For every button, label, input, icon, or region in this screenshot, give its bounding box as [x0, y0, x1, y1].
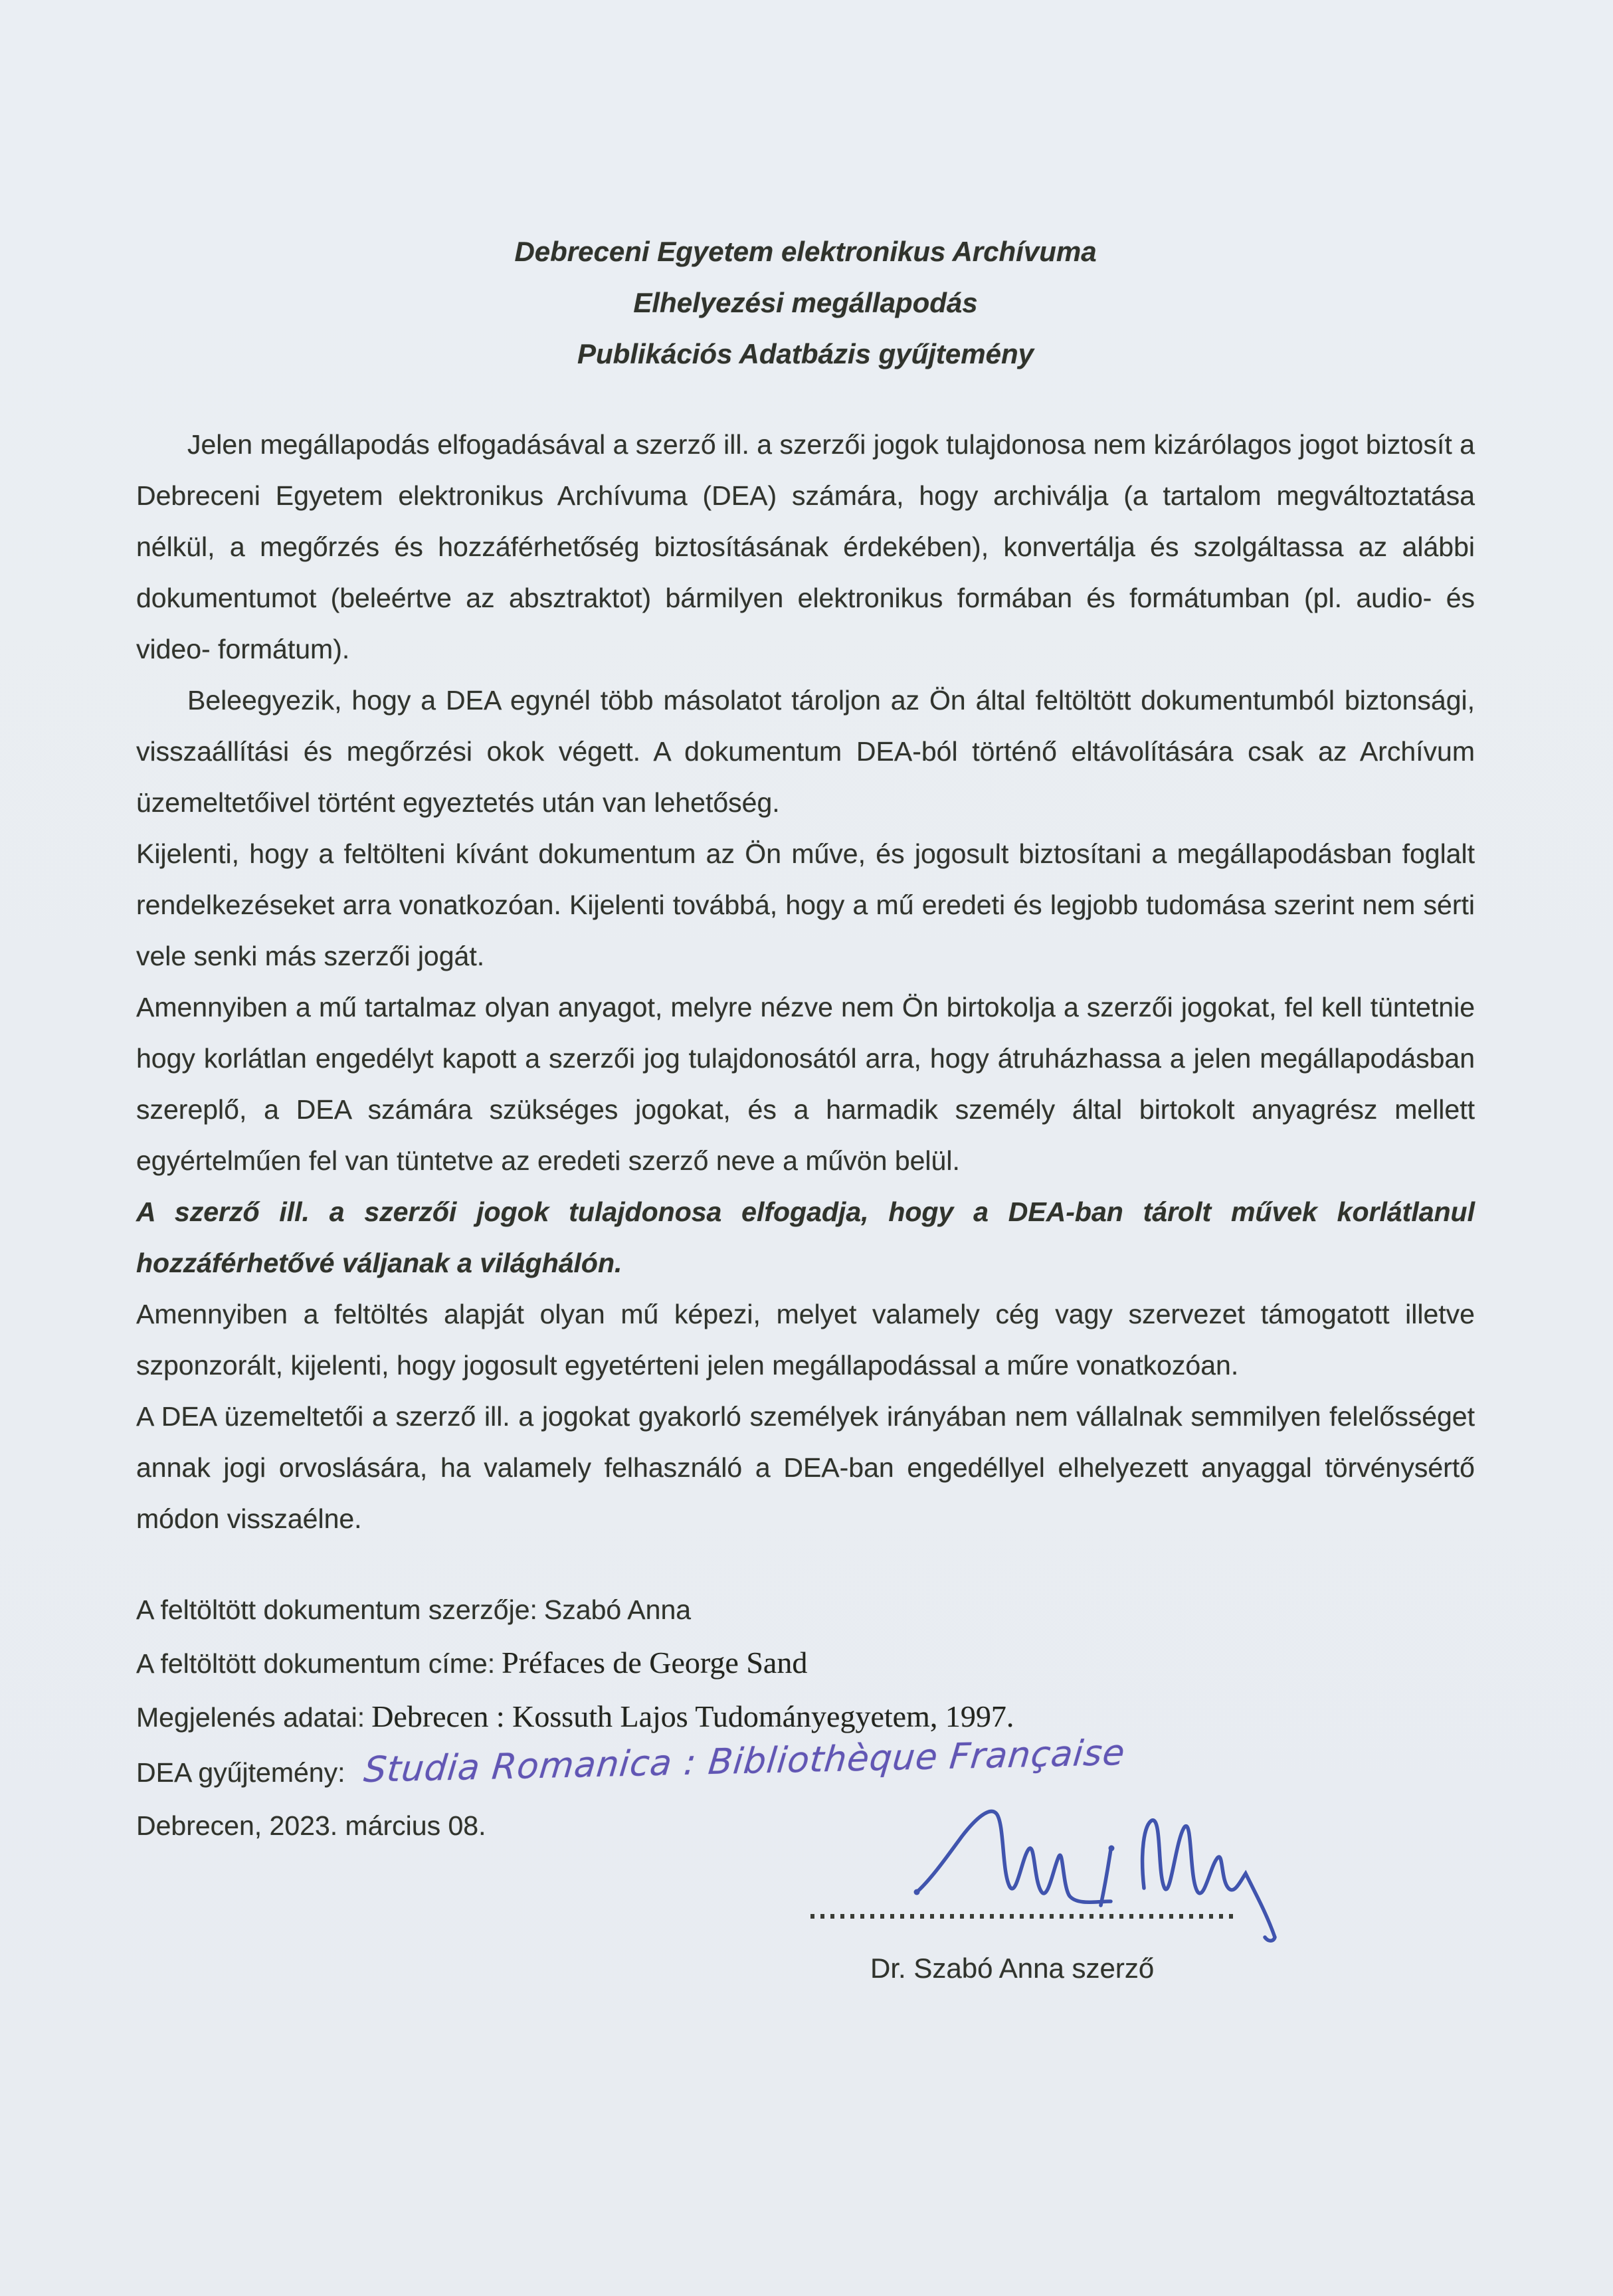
signature-dotted-line — [810, 1914, 1236, 1919]
paragraph-4: Amennyiben a mű tartalmaz olyan anyagot, melyre nézve nem Ön birtokolja a szerzői jogokat, fel kell tüntetnie hogy korlátlan engedélyt kapott a szerzői jog tulajdonosától arra, hogy átruházhassa a jelen megállapodásban szereplő, a DEA számára szükséges jogokat, és a harmadik személy által birtokolt anyagrész mellett egyértelműen fel van tüntetve az eredeti szerző neve a művön belül. — [136, 992, 1475, 1176]
paragraph-6: Amennyiben a feltöltés alapját olyan mű képezi, melyet valamely cég vagy szervezet támogatott illetve szponzorált, kijelenti, hogy jogosult egyetérteni jelen megállapodással a műre vonatkozóan. — [136, 1299, 1475, 1381]
document-title-block — [136, 226, 1475, 379]
signatory-name: Dr. Szabó Anna szerző — [870, 1953, 1155, 1984]
publication-value: Debrecen : Kossuth Lajos Tudományegyetem, 1997. — [371, 1699, 1014, 1733]
author-label: A feltöltött dokumentum szerzője: — [136, 1594, 537, 1625]
signature-ink-strokes — [910, 1787, 1282, 1947]
document-content — [136, 226, 1475, 1852]
paragraph-2: Beleegyezik, hogy a DEA egynél több másolatot tároljon az Ön által feltöltött dokumentumból biztonsági, visszaállítási és megőrzési okok végett. A dokumentum DEA-ból történő eltávolítására csak az Archívum üzemeltetőivel történt egyeztetés után van lehetőség. — [136, 685, 1475, 818]
author-value: Szabó Anna — [543, 1594, 692, 1625]
signature-block — [784, 1787, 1302, 1986]
collection-label: DEA gyűjtemény: — [136, 1757, 345, 1788]
collection-handwritten-value: Studia Romanica : Bibliothèque Française — [361, 1732, 1127, 1790]
paragraph-1: Jelen megállapodás elfogadásával a szerző ill. a szerzői jogok tulajdonosa nem kizárólagos jogot biztosít a Debreceni Egyetem elektronikus Archívuma (DEA) számára, hogy archiválja (a tartalom megváltoztatása nélkül, a megőrzés és hozzáférhetőség biztosításának érdekében), konvertálja és szolgáltassa az alábbi dokumentumot (beleértve az absztraktot) bármilyen elektronikus formában és formátumban (pl. audio- és video- formátum). — [136, 429, 1475, 664]
paragraph-3: Kijelenti, hogy a feltölteni kívánt dokumentum az Ön műve, és jogosult biztosítani a megállapodásban foglalt rendelkezéseket arra vonatkozóan. Kijelenti továbbá, hogy a mű eredeti és legjobb tudomása szerint nem sérti vele senki más szerzői jogát. — [136, 838, 1475, 971]
doc-title-value: Préfaces de George Sand — [502, 1646, 808, 1679]
document-title-line-1: Debreceni Egyetem elektronikus Archívuma — [514, 236, 1097, 267]
paragraph-5-emphasized: A szerző ill. a szerzői jogok tulajdonosa elfogadja, hogy a DEA-ban tárolt művek korlátlanul hozzáférhetővé váljanak a világhálón. — [136, 1196, 1475, 1278]
publication-label: Megjelenés adatai: — [136, 1702, 365, 1733]
document-title-line-3: Publikációs Adatbázis gyűjtemény — [577, 338, 1034, 369]
document-title-line-2: Elhelyezési megállapodás — [633, 287, 978, 318]
agreement-body — [136, 419, 1475, 1545]
metadata-title-line — [136, 1636, 1475, 1690]
paragraph-7: A DEA üzemeltetői a szerző ill. a jogokat gyakorló személyek irányában nem vállalnak semmilyen felelősséget annak jogi orvoslására, ha valamely felhasználó a DEA-ban engedéllyel elhelyezett anyaggal törvénysértő módon visszaélne. — [136, 1401, 1475, 1534]
metadata-author-line — [136, 1583, 1475, 1636]
metadata-date-line: Debrecen, 2023. március 08. — [136, 1810, 486, 1841]
doc-title-label: A feltöltött dokumentum címe: — [136, 1648, 496, 1679]
